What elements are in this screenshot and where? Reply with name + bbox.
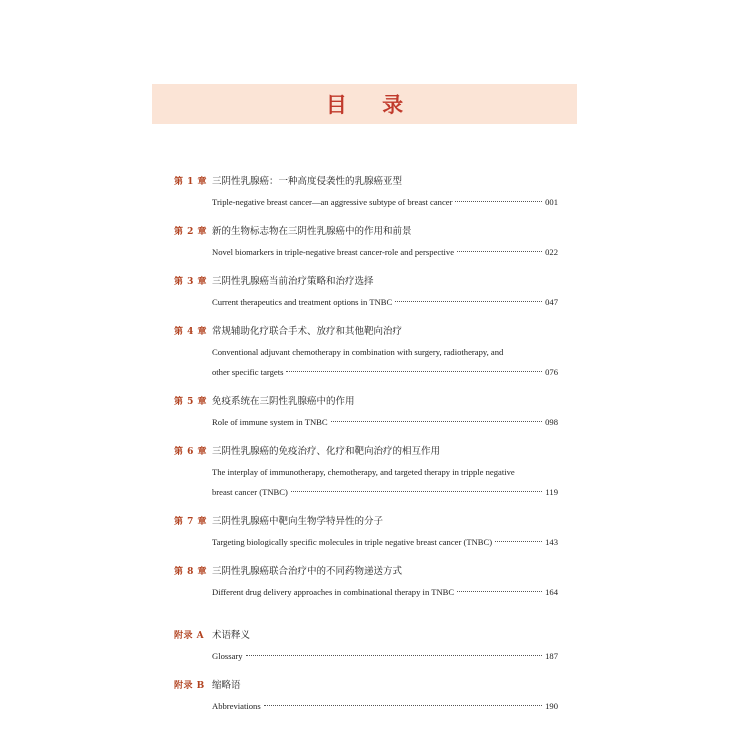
chapter-heading bbox=[174, 512, 558, 532]
leader-dots bbox=[286, 371, 542, 372]
page-number: 001 bbox=[545, 197, 558, 207]
leader-dots bbox=[331, 421, 542, 422]
appendice-heading bbox=[174, 626, 558, 646]
page-number: 119 bbox=[545, 487, 558, 497]
chapter-title-en: Current therapeutics and treatment options in TNBC bbox=[212, 297, 393, 307]
appendice-entry[interactable] bbox=[174, 626, 558, 666]
chapter-title-en: Conventional adjuvant chemotherapy in combination with surgery, radiotherapy, and bbox=[212, 347, 504, 357]
leader-dots bbox=[246, 655, 543, 656]
chapter-entry[interactable] bbox=[174, 442, 558, 502]
appendice-title-en-line bbox=[174, 696, 558, 716]
leader-dots bbox=[291, 491, 543, 492]
chapter-title-en-line bbox=[174, 462, 558, 482]
title-band bbox=[152, 84, 577, 124]
chapter-title-zh: 三阴性乳腺癌的免疫治疗、化疗和靶向治疗的相互作用 bbox=[212, 446, 441, 457]
chapter-number-label: 第 2 章 bbox=[174, 227, 208, 237]
chapter-title-en: Different drug delivery approaches in combinational therapy in TNBC bbox=[212, 587, 455, 597]
chapter-number-label: 第 1 章 bbox=[174, 177, 208, 187]
chapter-heading bbox=[174, 172, 558, 192]
page-number: 190 bbox=[545, 701, 558, 711]
page-number: 143 bbox=[545, 537, 558, 547]
chapter-number-label: 第 5 章 bbox=[174, 397, 208, 407]
chapter-entry[interactable] bbox=[174, 272, 558, 312]
chapter-title-zh: 三阴性乳腺癌联合治疗中的不同药物递送方式 bbox=[212, 566, 403, 577]
chapter-title-en: The interplay of immunotherapy, chemotherapy, and targeted therapy in tripple negative bbox=[212, 467, 515, 477]
chapter-title-zh: 三阴性乳腺癌：一种高度侵袭性的乳腺癌亚型 bbox=[212, 176, 403, 187]
leader-dots bbox=[495, 541, 542, 542]
chapter-heading bbox=[174, 222, 558, 242]
table-of-contents bbox=[174, 172, 558, 726]
chapter-title-en: Role of immune system in TNBC bbox=[212, 417, 328, 427]
chapter-number-label: 第 6 章 bbox=[174, 447, 208, 457]
leader-dots bbox=[264, 705, 542, 706]
chapter-entry[interactable] bbox=[174, 222, 558, 262]
chapter-title-zh: 免疫系统在三阴性乳腺癌中的作用 bbox=[212, 396, 355, 407]
chapter-entry[interactable] bbox=[174, 512, 558, 552]
page-number: 022 bbox=[545, 247, 558, 257]
chapter-title-en-line bbox=[174, 482, 558, 502]
leader-dots bbox=[395, 301, 542, 302]
leader-dots bbox=[457, 591, 542, 592]
appendice-heading bbox=[174, 676, 558, 696]
appendice-entry[interactable] bbox=[174, 676, 558, 716]
chapter-heading bbox=[174, 442, 558, 462]
chapter-title-en-line bbox=[174, 242, 558, 262]
chapter-heading bbox=[174, 272, 558, 292]
chapter-title-en: other specific targets bbox=[212, 367, 284, 377]
chapter-title-en-line bbox=[174, 342, 558, 362]
chapter-title-zh: 常规辅助化疗联合手术、放疗和其他靶向治疗 bbox=[212, 326, 403, 337]
chapter-entry[interactable] bbox=[174, 322, 558, 382]
chapter-heading bbox=[174, 562, 558, 582]
chapter-number-label: 第 4 章 bbox=[174, 327, 208, 337]
chapter-title-en: Triple-negative breast cancer—an aggressive subtype of breast cancer bbox=[212, 197, 453, 207]
chapter-title-en-line bbox=[174, 362, 558, 382]
chapter-number-label: 第 8 章 bbox=[174, 567, 208, 577]
chapter-entry[interactable] bbox=[174, 562, 558, 602]
page-number: 187 bbox=[545, 651, 558, 661]
chapter-heading bbox=[174, 322, 558, 342]
appendice-title-en: Abbreviations bbox=[212, 701, 261, 711]
appendice-number-label: 附录 A bbox=[174, 631, 205, 641]
chapter-title-en: breast cancer (TNBC) bbox=[212, 487, 288, 497]
leader-dots bbox=[455, 201, 542, 202]
leader-dots bbox=[457, 251, 542, 252]
page-number: 076 bbox=[545, 367, 558, 377]
page-number: 164 bbox=[545, 587, 558, 597]
appendice-title-zh: 术语释义 bbox=[212, 630, 251, 641]
page-number: 098 bbox=[545, 417, 558, 427]
chapter-title-en: Targeting biologically specific molecules in triple negative breast cancer (TNBC) bbox=[212, 537, 493, 547]
chapter-heading bbox=[174, 392, 558, 412]
chapter-title-en-line bbox=[174, 412, 558, 432]
chapter-title-en-line bbox=[174, 192, 558, 212]
chapter-title-en: Novel biomarkers in triple-negative breast cancer-role and perspective bbox=[212, 247, 455, 257]
chapter-entry[interactable] bbox=[174, 392, 558, 432]
page-number: 047 bbox=[545, 297, 558, 307]
chapter-entry[interactable] bbox=[174, 172, 558, 212]
chapter-title-zh: 新的生物标志物在三阴性乳腺癌中的作用和前景 bbox=[212, 226, 412, 237]
chapter-title-en-line bbox=[174, 582, 558, 602]
appendice-number-label: 附录 B bbox=[174, 681, 205, 691]
chapter-title-zh: 三阴性乳腺癌当前治疗策略和治疗选择 bbox=[212, 276, 374, 287]
page-title: 目 录 bbox=[325, 92, 418, 117]
chapter-number-label: 第 3 章 bbox=[174, 277, 208, 287]
chapter-title-en-line bbox=[174, 292, 558, 312]
appendice-title-zh: 缩略语 bbox=[212, 680, 241, 691]
appendice-title-en: Glossary bbox=[212, 651, 243, 661]
chapter-number-label: 第 7 章 bbox=[174, 517, 208, 527]
chapter-title-zh: 三阴性乳腺癌中靶向生物学特异性的分子 bbox=[212, 516, 384, 527]
appendice-title-en-line bbox=[174, 646, 558, 666]
chapter-title-en-line bbox=[174, 532, 558, 552]
